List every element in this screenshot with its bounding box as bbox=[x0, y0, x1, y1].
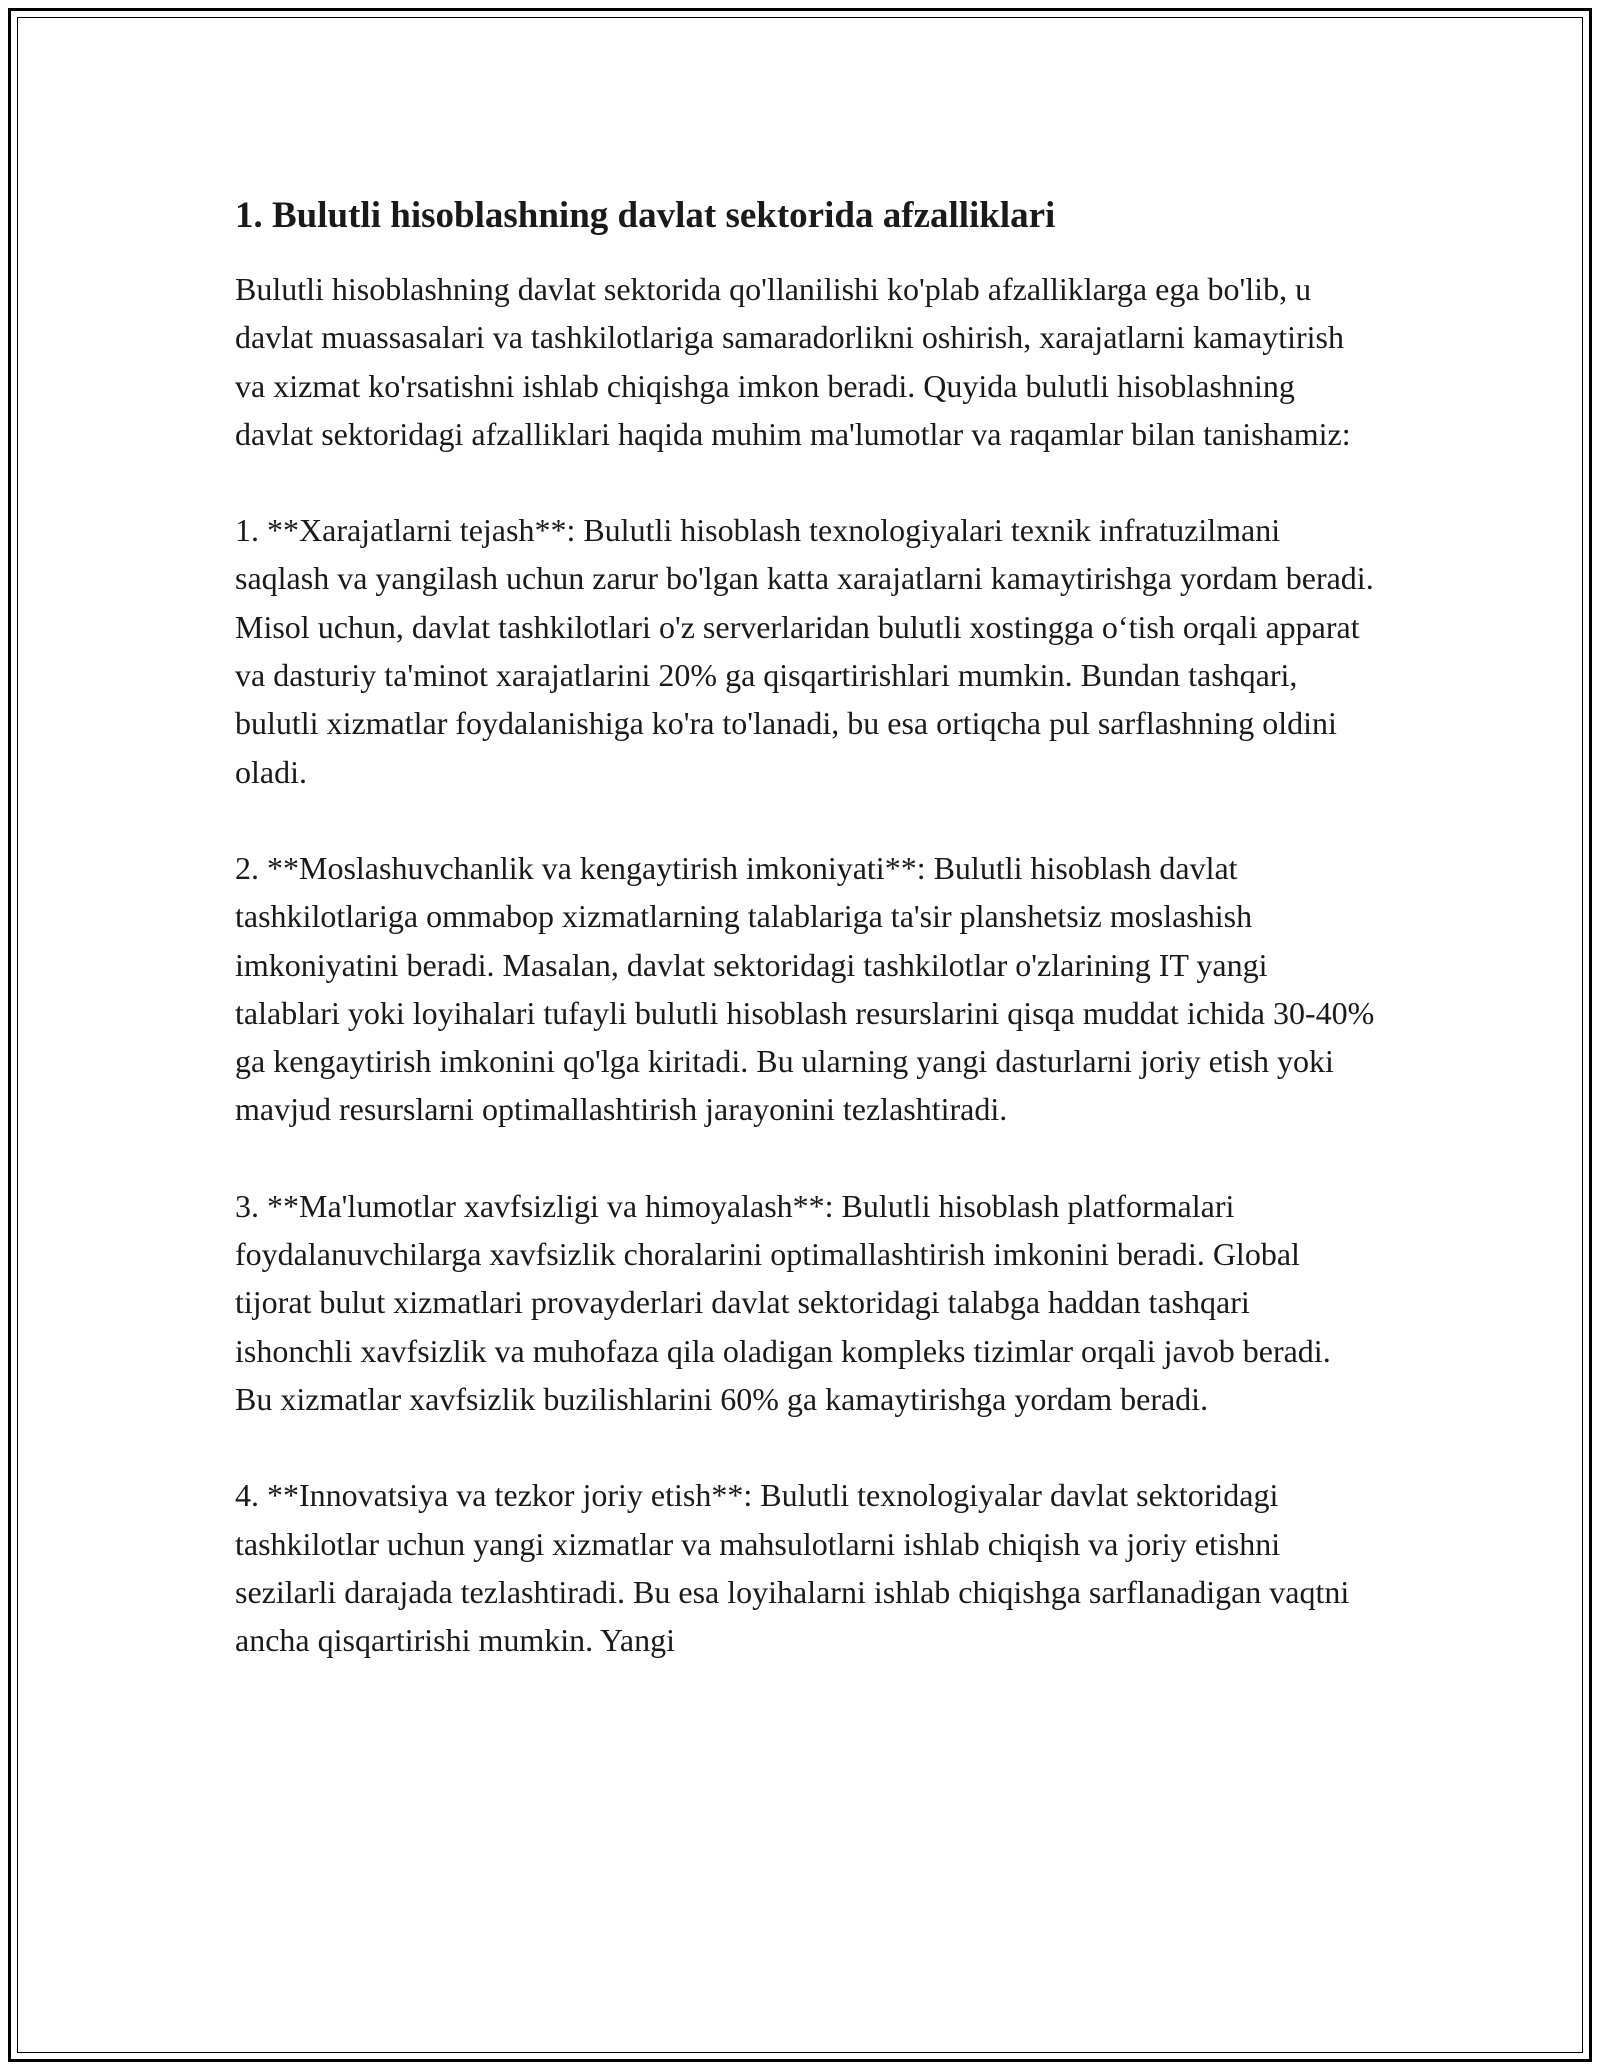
paragraph-security: 3. **Ma'lumotlar xavfsizligi va himoyalash**: Bulutli hisoblash platformalari foydalanuvchilarga xavfsizlik choralarini optimallashtirish imkonini beradi. Global tijorat bulut xizmatlari provayderlari davlat sektoridagi talabga haddan tashqari ishonchli xavfsizlik va muhofaza qila oladigan kompleks tizimlar orqali javob beradi. Bu xizmatlar xavfsizlik buzilishlarini 60% ga kamaytirishga yordam beradi. bbox=[235, 1187, 1331, 1417]
paragraph-innovation: 4. **Innovatsiya va tezkor joriy etish**: Bulutli texnologiyalar davlat sektoridagi tashkilotlar uchun yangi xizmatlar va mahsulotlarni ishlab chiqish va joriy etishni sezilarli darajada tezlashtiradi. Bu esa loyihalarni ishlab chiqishga sarflanadigan vaqtni ancha qisqartirishi mumkin. Yangi bbox=[235, 1477, 1350, 1659]
document-body bbox=[235, 188, 1375, 1664]
paragraph-cost-savings: 1. **Xarajatlarni tejash**: Bulutli hisoblash texnologiyalari texnik infratuzilmani saqlash va yangilash uchun zarur bo'lgan katta xarajatlarni kamaytirishga yordam beradi. Misol uchun, davlat tashkilotlari o'z serverlaridan bulutli xostingga o‘tish orqali apparat va dasturiy ta'minot xarajatlarini 20% ga qisqartirishlari mumkin. Bundan tashqari, bulutli xizmatlar foydalanishiga ko'ra to'lanadi, bu esa ortiqcha pul sarflashning oldini oladi. bbox=[235, 512, 1374, 790]
paragraph-flexibility: 2. **Moslashuvchanlik va kengaytirish imkoniyati**: Bulutli hisoblash davlat tashkilotlariga ommabop xizmatlarning talablariga ta'sir planshetsiz moslashish imkoniyatini beradi. Masalan, davlat sektoridagi tashkilotlar o'zlarining IT yangi talablari yoki loyihalari tufayli bulutli hisoblash resurslarini qisqa muddat ichida 30-40% ga kengaytirish imkonini qo'lga kiritadi. Bu ularning yangi dasturlarni joriy etish yoki mavjud resurslarni optimallashtirish jarayonini tezlashtiradi. bbox=[235, 849, 1375, 1128]
section-heading: 1. Bulutli hisoblashning davlat sektorida afzalliklari bbox=[235, 195, 1056, 236]
intro-paragraph: Bulutli hisoblashning davlat sektorida qo'llanilishi ko'plab afzalliklarga ega bo'lib, u davlat muassasalari va tashkilotlariga samaradorlikni oshirish, xarajatlarni kamaytirish va xizmat ko'rsatishni ishlab chiqishga imkon beradi. Quyida bulutli hisoblashning davlat sektoridagi afzalliklari haqida muhim ma'lumotlar va raqamlar bilan tanishamiz: bbox=[235, 271, 1351, 452]
